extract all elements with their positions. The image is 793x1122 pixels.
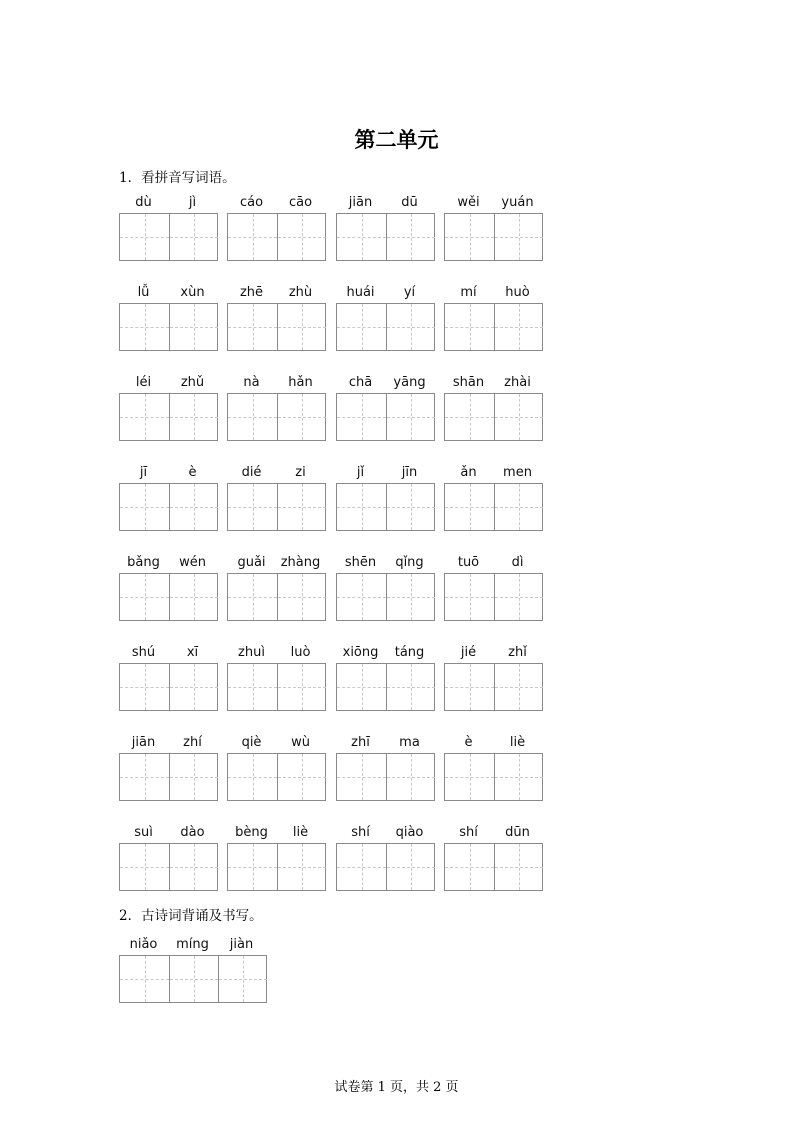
pinyin-label: zhí — [183, 735, 202, 750]
pinyin-label: zhǔ — [180, 375, 205, 390]
pinyin-label: jī — [139, 465, 148, 480]
tianzige-cell[interactable] — [228, 664, 277, 710]
pinyin-label: yí — [403, 285, 416, 300]
tianzige-cell[interactable] — [494, 664, 543, 710]
cell-guide-horizontal — [445, 687, 494, 688]
pinyin-label: shān — [452, 375, 485, 390]
word-writing-box[interactable] — [444, 393, 543, 441]
pinyin-label: jīn — [401, 465, 418, 480]
tianzige-cell[interactable] — [120, 574, 169, 620]
tianzige-cell[interactable] — [494, 574, 543, 620]
tianzige-cell[interactable] — [494, 214, 543, 260]
tianzige-cell[interactable] — [494, 844, 543, 890]
word-writing-box[interactable] — [336, 663, 435, 711]
pinyin-label: suì — [134, 825, 153, 840]
pinyin-label: zhù — [288, 285, 313, 300]
tianzige-cell[interactable] — [386, 754, 435, 800]
cell-guide-horizontal — [445, 507, 494, 508]
word-writing-box[interactable] — [444, 663, 543, 711]
tianzige-cell[interactable] — [445, 304, 494, 350]
tianzige-cell[interactable] — [228, 574, 277, 620]
pinyin-label: léi — [135, 375, 152, 390]
tianzige-cell[interactable] — [386, 304, 435, 350]
cell-guide-horizontal — [278, 417, 326, 418]
cell-guide-horizontal — [387, 597, 435, 598]
cell-guide-horizontal — [170, 237, 218, 238]
cell-guide-horizontal — [495, 327, 543, 328]
pinyin-label: míng — [176, 937, 209, 952]
pinyin-label: zi — [295, 465, 306, 480]
pinyin-label: dūn — [505, 825, 530, 840]
pinyin-label: qiè — [241, 735, 262, 750]
cell-guide-horizontal — [170, 867, 218, 868]
pinyin-label: dì — [511, 555, 524, 570]
pinyin-label: luò — [290, 645, 311, 660]
cell-guide-horizontal — [170, 777, 218, 778]
cell-guide-horizontal — [445, 417, 494, 418]
word-writing-box[interactable] — [119, 213, 218, 261]
cell-guide-horizontal — [228, 237, 277, 238]
pinyin-label: wù — [291, 735, 310, 750]
cell-guide-horizontal — [278, 237, 326, 238]
tianzige-cell[interactable] — [386, 844, 435, 890]
cell-guide-horizontal — [387, 417, 435, 418]
cell-guide-horizontal — [387, 867, 435, 868]
cell-guide-horizontal — [228, 777, 277, 778]
cell-guide-horizontal — [170, 979, 218, 980]
word-writing-box[interactable] — [119, 483, 218, 531]
cell-guide-horizontal — [445, 597, 494, 598]
tianzige-cell[interactable] — [337, 844, 386, 890]
pinyin-label: dū — [401, 195, 418, 210]
cell-guide-horizontal — [228, 417, 277, 418]
word-writing-box[interactable] — [444, 573, 543, 621]
word-writing-box[interactable] — [227, 843, 326, 891]
pinyin-label: jì — [188, 195, 197, 210]
pinyin-label: jǐ — [356, 465, 365, 480]
word-writing-box[interactable] — [119, 573, 218, 621]
word-writing-box[interactable] — [444, 213, 543, 261]
cell-guide-horizontal — [278, 327, 326, 328]
pinyin-label: guǎi — [237, 555, 266, 570]
tianzige-cell[interactable] — [445, 664, 494, 710]
word-writing-box[interactable] — [336, 213, 435, 261]
tianzige-cell[interactable] — [228, 394, 277, 440]
cell-guide-horizontal — [170, 597, 218, 598]
word-writing-box[interactable] — [227, 753, 326, 801]
poem-writing-box[interactable] — [119, 955, 267, 1003]
word-writing-box[interactable] — [336, 483, 435, 531]
tianzige-cell[interactable] — [120, 956, 169, 1002]
tianzige-cell[interactable] — [277, 844, 326, 890]
cell-guide-horizontal — [278, 867, 326, 868]
tianzige-cell[interactable] — [445, 754, 494, 800]
pinyin-label: wén — [179, 555, 206, 570]
cell-guide-horizontal — [170, 327, 218, 328]
pinyin-label: qǐng — [395, 555, 424, 570]
tianzige-cell[interactable] — [169, 304, 218, 350]
tianzige-cell[interactable] — [218, 956, 267, 1002]
tianzige-cell[interactable] — [445, 394, 494, 440]
question-2-label: 2．古诗词背诵及书写。 — [119, 908, 263, 924]
tianzige-cell[interactable] — [445, 844, 494, 890]
word-writing-box[interactable] — [119, 393, 218, 441]
word-writing-box[interactable] — [444, 303, 543, 351]
cell-guide-horizontal — [278, 777, 326, 778]
cell-guide-horizontal — [228, 327, 277, 328]
cell-guide-horizontal — [387, 507, 435, 508]
cell-guide-horizontal — [495, 237, 543, 238]
tianzige-cell[interactable] — [277, 574, 326, 620]
tianzige-cell[interactable] — [445, 574, 494, 620]
tianzige-cell[interactable] — [337, 394, 386, 440]
pinyin-label: lǚ — [137, 285, 150, 300]
pinyin-label: xiōng — [342, 645, 379, 660]
pinyin-label: yāng — [393, 375, 426, 390]
tianzige-cell[interactable] — [169, 574, 218, 620]
tianzige-cell[interactable] — [337, 664, 386, 710]
tianzige-cell[interactable] — [120, 754, 169, 800]
cell-guide-horizontal — [445, 237, 494, 238]
pinyin-label: huái — [346, 285, 375, 300]
pinyin-label: nà — [243, 375, 260, 390]
tianzige-cell[interactable] — [228, 484, 277, 530]
question-1-label: 1．看拼音写词语。 — [119, 170, 236, 186]
pinyin-label: chā — [348, 375, 373, 390]
word-writing-box[interactable] — [444, 483, 543, 531]
pinyin-label: bèng — [235, 825, 268, 840]
tianzige-cell[interactable] — [169, 844, 218, 890]
cell-guide-horizontal — [219, 979, 267, 980]
pinyin-label: jiān — [131, 735, 156, 750]
tianzige-cell[interactable] — [169, 664, 218, 710]
pinyin-label: zhī — [351, 735, 370, 750]
tianzige-cell[interactable] — [228, 844, 277, 890]
pinyin-label: hǎn — [288, 375, 313, 390]
tianzige-cell[interactable] — [120, 664, 169, 710]
cell-guide-horizontal — [120, 867, 169, 868]
word-writing-box[interactable] — [227, 393, 326, 441]
tianzige-cell[interactable] — [494, 754, 543, 800]
cell-guide-horizontal — [387, 237, 435, 238]
tianzige-cell[interactable] — [120, 484, 169, 530]
word-writing-box[interactable] — [227, 483, 326, 531]
tianzige-cell[interactable] — [228, 214, 277, 260]
cell-guide-horizontal — [228, 867, 277, 868]
cell-guide-horizontal — [337, 327, 386, 328]
tianzige-cell[interactable] — [337, 214, 386, 260]
pinyin-label: liè — [509, 735, 526, 750]
cell-guide-horizontal — [170, 417, 218, 418]
tianzige-cell[interactable] — [445, 484, 494, 530]
pinyin-label: mí — [460, 285, 477, 300]
pinyin-label: zhǐ — [508, 645, 527, 660]
pinyin-label: qiào — [395, 825, 424, 840]
cell-guide-horizontal — [120, 417, 169, 418]
tianzige-cell[interactable] — [494, 484, 543, 530]
cell-guide-horizontal — [495, 507, 543, 508]
pinyin-label: jiān — [348, 195, 373, 210]
word-writing-box[interactable] — [119, 663, 218, 711]
tianzige-cell[interactable] — [169, 394, 218, 440]
pinyin-label: liè — [292, 825, 309, 840]
cell-guide-horizontal — [387, 687, 435, 688]
cell-guide-horizontal — [228, 597, 277, 598]
pinyin-label: jiàn — [229, 937, 254, 952]
cell-guide-horizontal — [120, 237, 169, 238]
cell-guide-horizontal — [495, 687, 543, 688]
tianzige-cell[interactable] — [277, 394, 326, 440]
pinyin-label: xī — [186, 645, 199, 660]
cell-guide-horizontal — [495, 777, 543, 778]
tianzige-cell[interactable] — [169, 754, 218, 800]
cell-guide-horizontal — [170, 687, 218, 688]
tianzige-cell[interactable] — [337, 304, 386, 350]
cell-guide-horizontal — [445, 777, 494, 778]
cell-guide-horizontal — [120, 979, 169, 980]
pinyin-label: shú — [131, 645, 156, 660]
tianzige-cell[interactable] — [277, 664, 326, 710]
tianzige-cell[interactable] — [277, 754, 326, 800]
tianzige-cell[interactable] — [386, 394, 435, 440]
pinyin-label: dié — [241, 465, 262, 480]
pinyin-label: jié — [460, 645, 477, 660]
word-writing-box[interactable] — [336, 753, 435, 801]
tianzige-cell[interactable] — [120, 304, 169, 350]
cell-guide-horizontal — [278, 687, 326, 688]
cell-guide-horizontal — [120, 687, 169, 688]
pinyin-label: shí — [351, 825, 370, 840]
cell-guide-horizontal — [387, 327, 435, 328]
tianzige-cell[interactable] — [169, 484, 218, 530]
pinyin-label: xùn — [180, 285, 205, 300]
cell-guide-horizontal — [387, 777, 435, 778]
pinyin-label: zhē — [239, 285, 264, 300]
tianzige-cell[interactable] — [169, 956, 218, 1002]
cell-guide-horizontal — [170, 507, 218, 508]
tianzige-cell[interactable] — [386, 664, 435, 710]
word-writing-box[interactable] — [336, 393, 435, 441]
cell-guide-horizontal — [228, 687, 277, 688]
word-writing-box[interactable] — [119, 843, 218, 891]
tianzige-cell[interactable] — [277, 484, 326, 530]
tianzige-cell[interactable] — [386, 574, 435, 620]
word-writing-box[interactable] — [444, 753, 543, 801]
pinyin-label: niǎo — [129, 937, 158, 952]
pinyin-label: shí — [459, 825, 478, 840]
cell-guide-horizontal — [120, 777, 169, 778]
pinyin-label: wěi — [457, 195, 480, 210]
pinyin-label: dù — [135, 195, 152, 210]
tianzige-cell[interactable] — [337, 754, 386, 800]
cell-guide-horizontal — [278, 507, 326, 508]
pinyin-label: ma — [399, 735, 420, 750]
word-writing-box[interactable] — [336, 573, 435, 621]
cell-guide-horizontal — [337, 777, 386, 778]
cell-guide-horizontal — [337, 237, 386, 238]
cell-guide-horizontal — [445, 327, 494, 328]
pinyin-label: bǎng — [127, 555, 160, 570]
word-writing-box[interactable] — [119, 303, 218, 351]
word-writing-box[interactable] — [227, 573, 326, 621]
cell-guide-horizontal — [228, 507, 277, 508]
cell-guide-horizontal — [337, 597, 386, 598]
cell-guide-horizontal — [495, 597, 543, 598]
pinyin-label: zhài — [504, 375, 531, 390]
pinyin-label: dào — [180, 825, 205, 840]
pinyin-label: cáo — [239, 195, 264, 210]
pinyin-label: yuán — [501, 195, 534, 210]
pinyin-label: tuō — [457, 555, 480, 570]
cell-guide-horizontal — [337, 867, 386, 868]
word-writing-box[interactable] — [336, 843, 435, 891]
word-writing-box[interactable] — [227, 213, 326, 261]
tianzige-cell[interactable] — [337, 574, 386, 620]
pinyin-label: men — [503, 465, 532, 480]
cell-guide-horizontal — [120, 327, 169, 328]
pinyin-label: è — [188, 465, 197, 480]
cell-guide-horizontal — [337, 687, 386, 688]
cell-guide-horizontal — [495, 417, 543, 418]
tianzige-cell[interactable] — [169, 214, 218, 260]
tianzige-cell[interactable] — [386, 214, 435, 260]
page-title: 第二单元 — [354, 128, 439, 152]
tianzige-cell[interactable] — [277, 214, 326, 260]
cell-guide-horizontal — [278, 597, 326, 598]
pinyin-label: zhuì — [238, 645, 265, 660]
pinyin-label: shēn — [344, 555, 377, 570]
tianzige-cell[interactable] — [228, 304, 277, 350]
tianzige-cell[interactable] — [277, 304, 326, 350]
cell-guide-horizontal — [120, 597, 169, 598]
pinyin-label: ǎn — [460, 465, 477, 480]
cell-guide-horizontal — [120, 507, 169, 508]
word-writing-box[interactable] — [444, 843, 543, 891]
tianzige-cell[interactable] — [120, 844, 169, 890]
word-writing-box[interactable] — [227, 303, 326, 351]
cell-guide-horizontal — [445, 867, 494, 868]
word-writing-box[interactable] — [227, 663, 326, 711]
pinyin-label: cāo — [288, 195, 313, 210]
word-writing-box[interactable] — [119, 753, 218, 801]
word-writing-box[interactable] — [336, 303, 435, 351]
cell-guide-horizontal — [495, 867, 543, 868]
tianzige-cell[interactable] — [228, 754, 277, 800]
pinyin-label: huò — [505, 285, 530, 300]
tianzige-cell[interactable] — [120, 214, 169, 260]
pinyin-label: táng — [394, 645, 425, 660]
cell-guide-horizontal — [337, 417, 386, 418]
cell-guide-horizontal — [337, 507, 386, 508]
pinyin-label: è — [464, 735, 473, 750]
tianzige-cell[interactable] — [120, 394, 169, 440]
pinyin-label: zhàng — [280, 555, 321, 570]
tianzige-cell[interactable] — [445, 214, 494, 260]
page-footer: 试卷第 1 页，共 2 页 — [334, 1080, 459, 1095]
tianzige-cell[interactable] — [337, 484, 386, 530]
tianzige-cell[interactable] — [386, 484, 435, 530]
tianzige-cell[interactable] — [494, 304, 543, 350]
tianzige-cell[interactable] — [494, 394, 543, 440]
